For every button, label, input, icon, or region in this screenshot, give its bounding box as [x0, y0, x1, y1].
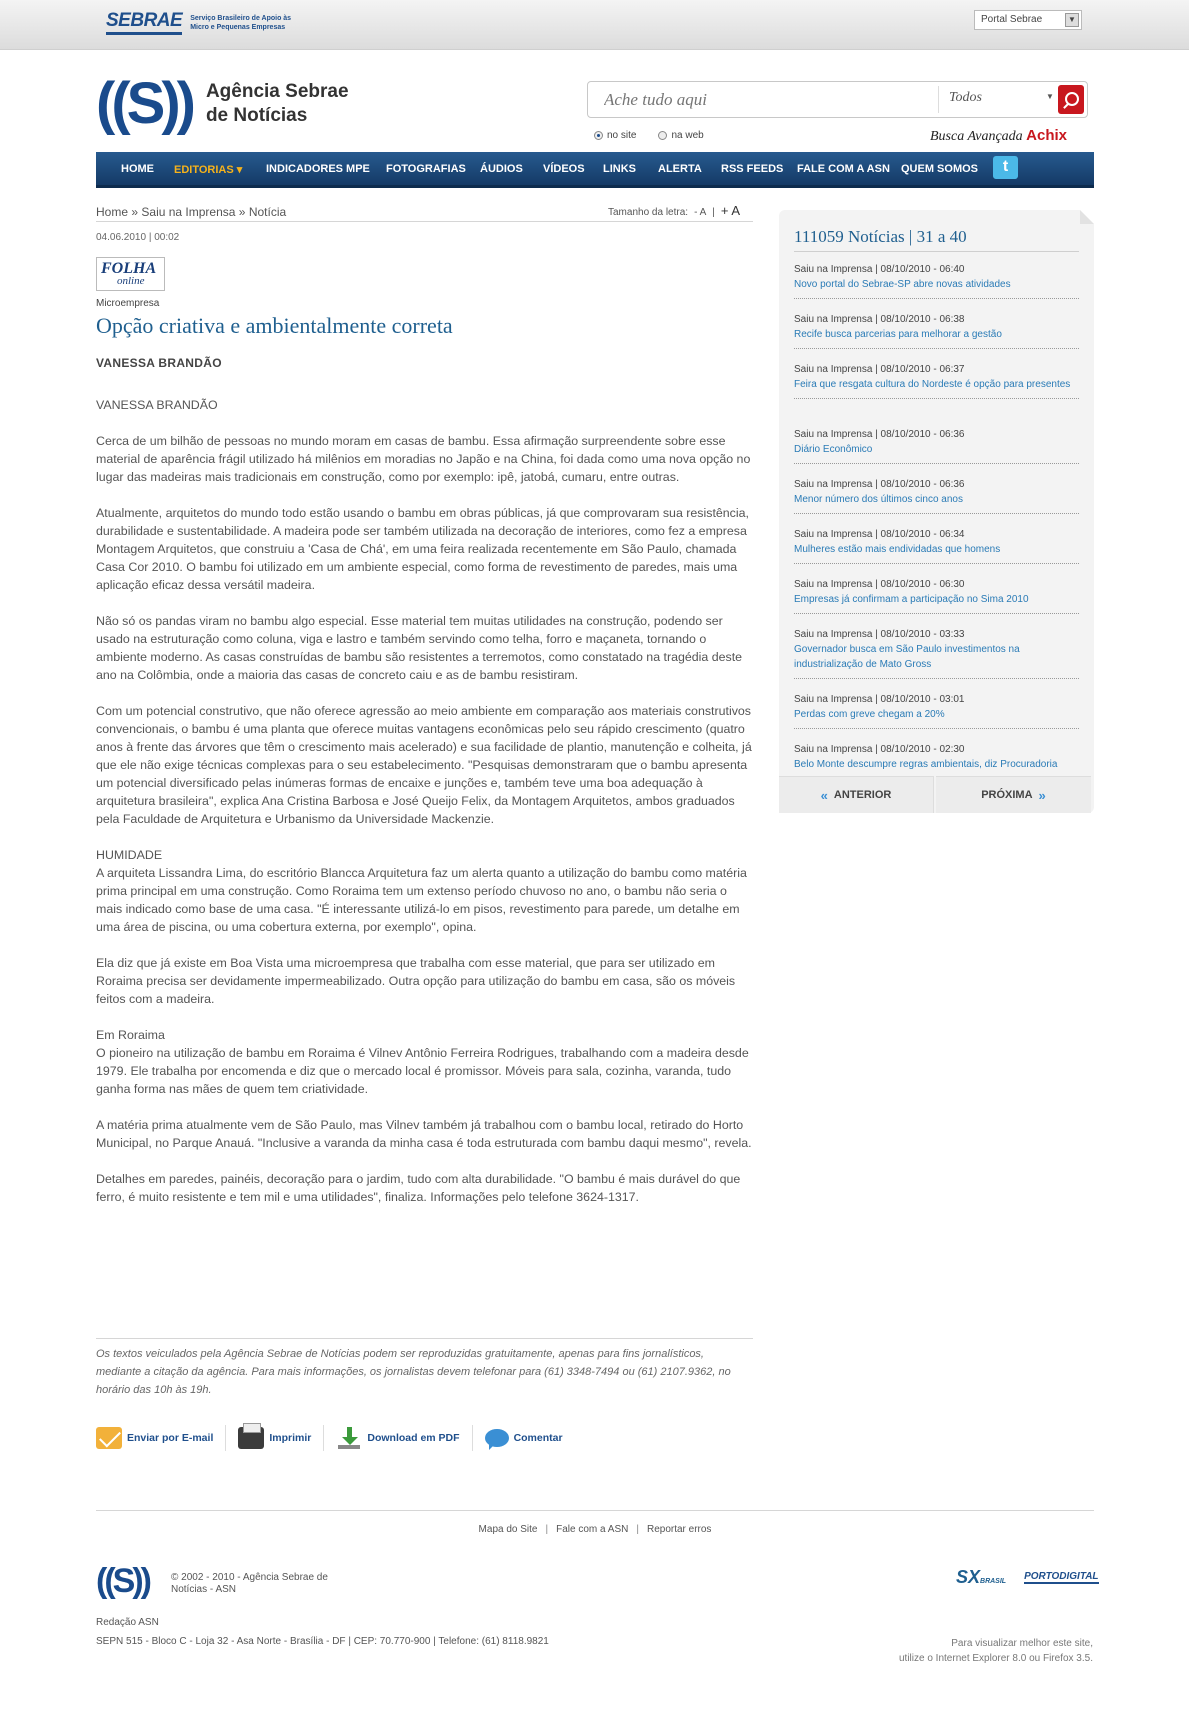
sidebar-news-meta: Saiu na Imprensa | 08/10/2010 - 06:37: [794, 364, 965, 375]
sidebar-news-link[interactable]: Belo Monte descumpre regras ambientais, diz Procuradoria: [794, 759, 1058, 770]
source-logo-line1: FOLHA: [101, 260, 157, 277]
main-nav: [96, 152, 1094, 188]
asn-logo[interactable]: [96, 68, 349, 140]
radio-web-label: na web: [671, 130, 704, 141]
search-radio-group: [594, 130, 704, 141]
sidebar-news-link[interactable]: Diário Econômico: [794, 444, 873, 455]
sebrae-logo[interactable]: [106, 10, 310, 35]
sidebar-news-meta: Saiu na Imprensa | 08/10/2010 - 06:30: [794, 579, 965, 590]
double-chevron-right-icon: »: [1038, 787, 1046, 803]
comment-button-label: Comentar: [513, 1432, 563, 1444]
footer-asn-logo: ((S)): [96, 1562, 149, 1600]
article-actions: [96, 1425, 587, 1451]
print-button-label: Imprimir: [269, 1432, 312, 1444]
article-title: Opção criativa e ambientalmente correta: [96, 313, 453, 338]
sidebar-news-item[interactable]: [794, 527, 1079, 564]
divider: [96, 1510, 1094, 1511]
footer-address: SEPN 515 - Bloco C - Loja 32 - Asa Norte - Brasília - DF | CEP: 70.770-900 | Telefone: (61) 8118.9821: [96, 1636, 549, 1647]
radio-site-label: no site: [607, 130, 637, 141]
sebrae-tagline: Serviço Brasileiro de Apoio às Micro e Pequenas Empresas: [190, 14, 292, 31]
article-paragraph: Com um potencial construtivo, que não oferece agressão ao meio ambiente em comparação aos materiais construtivos convencionais, o bambu é uma planta que oferece muitas vantagens econômicas pelo seu rápido crescimento (quatro anos à frente das árvores que têm o crescimento mais acelerado) e sua facilidade de plantio, manutenção e colheita, já que ele não exige técnicas complexas para o seu estabelecimento. "Pesquisas demonstraram que o bambu apresenta um potencial diversificado pelas inúmeras formas de encaixe e junções e, também teve uma boa adequação à arquitetura brasileira", explica Ana Cristina Barbosa e José Queijo Felix, da Montagem Arquitetos, ambos graduados pela Faculdade de Arquitetura e Urbanismo da Universidade Mackenzie.: [96, 704, 752, 826]
nav-audios[interactable]: ÁUDIOS: [480, 163, 523, 175]
radio-web[interactable]: [658, 130, 703, 141]
sidebar-news-meta: Saiu na Imprensa | 08/10/2010 - 06:38: [794, 314, 965, 325]
breadcrumb-home[interactable]: Home: [96, 205, 129, 219]
portal-select[interactable]: [974, 10, 1082, 30]
speech-bubble-icon: [485, 1429, 509, 1447]
divider: [96, 221, 753, 222]
sidebar-news-item[interactable]: [794, 477, 1079, 514]
breadcrumb: [96, 205, 286, 219]
sx-brasil-logo-sub: BRASIL: [980, 1578, 1007, 1585]
footer-copyright: © 2002 - 2010 - Agência Sebrae de Notícias - ASN: [171, 1572, 328, 1595]
nav-quem-somos[interactable]: QUEM SOMOS: [901, 163, 979, 175]
sidebar-title-sep: |: [908, 227, 913, 246]
nav-alerta[interactable]: ALERTA: [658, 163, 702, 175]
download-pdf-label: Download em PDF: [367, 1432, 460, 1444]
font-size-control: [608, 203, 740, 218]
folha-online-logo: [96, 257, 165, 291]
envelope-icon: [96, 1427, 122, 1449]
asn-logo-mark: ((S)): [96, 71, 192, 136]
nav-links[interactable]: LINKS: [603, 163, 636, 175]
sidebar-news-meta: Saiu na Imprensa | 08/10/2010 - 06:36: [794, 479, 965, 490]
sidebar-news-item[interactable]: [794, 312, 1079, 349]
article-paragraph: Ela diz que já existe em Boa Vista uma microempresa que trabalha com esse material, que para ser utilizado em Roraima precisa ser devidamente impermeabilizado. Outra opção para utilização do bambu em casa, são os móveis feitos com a madeira.: [96, 956, 736, 1006]
divider: [96, 1338, 753, 1339]
nav-fale-com-a-asn[interactable]: FALE COM A ASN: [797, 163, 890, 175]
sidebar-count: 111059 Notícias: [794, 227, 905, 246]
sidebar-news-item[interactable]: [794, 627, 1079, 679]
footer-link-contact[interactable]: Fale com a ASN: [556, 1524, 629, 1535]
footer-browser-note: [833, 1636, 1093, 1666]
advanced-search-label: Busca Avançada: [930, 129, 1023, 144]
article-paragraph: Atualmente, arquitetos do mundo todo estão usando o bambu em obras públicas, já que comprovaram sua resistência, durabilidade e sustentabilidade. A madeira pode ser também utilizada na decoração de interiores, como fez a empresa Montagem Arquitetos, que construiu a 'Casa de Chá', em uma feira realizada recentemente em São Paulo, chamada Casa Cor 2010. O bambu foi utilizado em um ambiente especial, como forma de revestimento de paredes, mais uma aplicação eficaz dessa versátil madeira.: [96, 506, 749, 592]
sx-brasil-logo[interactable]: [956, 1567, 1006, 1588]
search-button[interactable]: [1058, 85, 1084, 114]
radio-site-control[interactable]: [594, 131, 603, 140]
footer-browser-note-line1: Para visualizar melhor este site,: [951, 1638, 1093, 1649]
chevron-down-icon: ▼: [1065, 13, 1079, 27]
article-category: Microempresa: [96, 298, 160, 309]
sidebar-news-link[interactable]: Governador busca em São Paulo investimentos na industrialização de Mato Gross: [794, 644, 1020, 670]
portal-select-value: Portal Sebrae: [981, 14, 1043, 25]
nav-editorias[interactable]: EDITORIAS ▾: [174, 164, 243, 176]
sidebar-news-meta: Saiu na Imprensa | 08/10/2010 - 02:30: [794, 744, 965, 755]
chevron-down-icon: ▼: [1046, 92, 1054, 101]
radio-site[interactable]: [594, 130, 636, 141]
search-divider: [938, 86, 939, 113]
next-page-button[interactable]: [936, 776, 1091, 813]
footer-link-separator: |: [636, 1524, 639, 1535]
sidebar-news-item[interactable]: [794, 362, 1079, 399]
article-date: 04.06.2010 | 00:02: [96, 232, 180, 243]
sidebar-news-link[interactable]: Mulheres estão mais endividadas que homens: [794, 544, 1001, 555]
sidebar-news-meta: Saiu na Imprensa | 08/10/2010 - 03:01: [794, 694, 965, 705]
download-icon: [336, 1427, 362, 1449]
email-button[interactable]: [96, 1425, 226, 1451]
search-input[interactable]: [602, 89, 906, 111]
previous-page-label: ANTERIOR: [833, 789, 892, 801]
article-paragraph: HUMIDADE A arquiteta Lissandra Lima, do escritório Blancca Arquitetura faz um alerta quanto a utilização do bambu como matéria prima principal em uma construção. Como Roraima tem um extenso período chuvoso no ano, o bambu não seria o mais indicado como base de uma casa. "É interessante utilizá-lo em pisos, revestimento para parede, um detalhe em uma área de piscina, ou uma cobertura externa, por exemplo", opina.: [96, 848, 747, 934]
search-scope-select[interactable]: Todos: [949, 90, 982, 105]
footer-redacao-link[interactable]: Redação ASN: [96, 1617, 159, 1628]
article-paragraph: A matéria prima atualmente vem de São Paulo, mas Vilnev também já trabalhou com o bambu local, retirado do Horto Municipal, no Parque Anauá. "Inclusive a varanda da minha casa é toda estruturada com bambu daqui mesmo", revela.: [96, 1118, 752, 1150]
footer-partners: [956, 1567, 1099, 1588]
next-page-label: PRÓXIMA: [981, 789, 1033, 801]
footer-links: [96, 1524, 1094, 1535]
breadcrumb-section[interactable]: Saiu na Imprensa: [141, 205, 236, 219]
nav-fotografias[interactable]: FOTOGRAFIAS: [386, 163, 466, 175]
sebrae-brand: SEBRAE: [106, 10, 182, 35]
sidebar-news-meta: Saiu na Imprensa | 08/10/2010 - 03:33: [794, 629, 965, 640]
sidebar-news-link[interactable]: Recife busca parcerias para melhorar a gestão: [794, 329, 1002, 340]
sidebar-news-meta: Saiu na Imprensa | 08/10/2010 - 06:34: [794, 529, 965, 540]
footer-link-report-errors[interactable]: Reportar erros: [646, 1524, 712, 1535]
article-author: VANESSA BRANDÃO: [96, 356, 222, 370]
twitter-icon[interactable]: t: [993, 156, 1018, 179]
sidebar-news-link[interactable]: Feira que resgata cultura do Nordeste é opção para presentes: [794, 379, 1071, 390]
asn-logo-text-line1: Agência Sebrae: [205, 81, 349, 102]
breadcrumb-separator: »: [131, 205, 139, 219]
divider: [794, 251, 1079, 252]
font-size-increase[interactable]: + A: [720, 203, 741, 218]
nav-home[interactable]: HOME: [121, 163, 154, 175]
radio-web-control[interactable]: [658, 131, 667, 140]
article-paragraph: Detalhes em paredes, painéis, decoração para o jardim, tudo com alta durabilidade. "O bambu é mais durável do que ferro, é muito resistente e tem mil e uma utilidades", finaliza. Informações pelo telefone 3624-1317.: [96, 1172, 741, 1204]
asn-logo-text: [206, 80, 349, 128]
achix-logo: Achix: [1026, 127, 1068, 144]
font-size-divider: |: [712, 207, 715, 218]
article-paragraph: Em Roraima O pioneiro na utilização de bambu em Roraima é Vilnev Antônio Ferreira Rodrigues, trabalhando com a madeira desde 1979. Ele trabalha por encomenda e diz que o mercado local é promissor. Móveis para sala, cozinha, varanda, tudo ganha forma nas mães de quem tem criatividade.: [96, 1028, 749, 1096]
font-size-label: Tamanho da letra:: [608, 207, 689, 218]
sidebar-news-link[interactable]: Menor número dos últimos cinco anos: [794, 494, 963, 505]
sidebar-news-link[interactable]: Perdas com greve chegam a 20%: [794, 709, 945, 720]
sidebar-news-item[interactable]: [794, 427, 1079, 464]
printer-icon: [238, 1427, 264, 1449]
nav-rss-feeds[interactable]: RSS FEEDS: [721, 163, 784, 175]
font-size-decrease[interactable]: - A: [694, 207, 707, 218]
breadcrumb-current: Notícia: [248, 205, 287, 219]
article-disclaimer: Os textos veiculados pela Agência Sebrae de Notícias podem ser reproduzidas gratuitamente, apenas para fins jornalísticos, mediante a citação da agência. Para mais informações, os jornalistas devem telefonar para (61) 3348-7494 ou (61) 2107.9362, no horário das 10h às 19h.: [96, 1348, 731, 1396]
article-paragraph: Não só os pandas viram no bambu algo especial. Esse material tem muitas utilidades na construção, podendo ser usado na estruturação como coluna, viga e lastro e também servindo como telha, forro e maçaneta, tornando o ambiente moderno. As casas construídas de bambu são resistentes a terremotos, como constatado na tragédia deste ano na Colômbia, onde a maioria das casas de concreto caiu e as de bambu resistiram.: [96, 614, 743, 682]
previous-page-button[interactable]: [779, 776, 934, 813]
email-button-label: Enviar por E-mail: [127, 1432, 214, 1444]
news-sidebar: [779, 210, 1094, 813]
sidebar-news-meta: Saiu na Imprensa | 08/10/2010 - 06:36: [794, 429, 965, 440]
advanced-search-link[interactable]: [930, 127, 1067, 145]
sidebar-news-item[interactable]: [794, 692, 1079, 729]
sidebar-news-item[interactable]: [794, 577, 1079, 614]
download-pdf-button[interactable]: [336, 1425, 472, 1451]
sx-brasil-logo-text: SX: [956, 1567, 981, 1587]
sidebar-pagination: [779, 776, 1094, 813]
asn-logo-text-line2: de Notícias: [205, 105, 308, 126]
sidebar-news-item[interactable]: [794, 742, 1079, 778]
sidebar-title: [794, 227, 967, 247]
sidebar-range: 31 a 40: [916, 227, 967, 246]
footer-browser-note-line2: utilize o Internet Explorer 8.0 ou Firefox 3.5.: [899, 1653, 1093, 1664]
article-paragraph: Cerca de um bilhão de pessoas no mundo moram em casas de bambu. Essa afirmação surpreendente sobre esse material de aparência frágil utilizado há milênios em moradias no Japão e na China, foi dada como uma nova opção no lugar das madeiras mais tradicionais em construção, como por exemplo: ipê, jatobá, cumaru, entre outras.: [96, 434, 751, 484]
sidebar-news-item[interactable]: [794, 262, 1079, 299]
double-chevron-left-icon: «: [820, 787, 828, 803]
sidebar-news-meta: Saiu na Imprensa | 08/10/2010 - 06:40: [794, 264, 965, 275]
source-logo-line2: online: [117, 275, 145, 287]
comment-button[interactable]: [485, 1425, 575, 1451]
footer-link-separator: |: [545, 1524, 549, 1535]
nav-indicadores-mpe[interactable]: INDICADORES MPE: [266, 163, 370, 175]
nav-videos[interactable]: VÍDEOS: [543, 163, 585, 175]
search-box: [587, 81, 1088, 118]
footer-link-sitemap[interactable]: Mapa do Site: [478, 1524, 538, 1535]
top-bar: [0, 0, 1189, 50]
breadcrumb-separator: »: [238, 205, 246, 219]
sidebar-news-link[interactable]: Novo portal do Sebrae-SP abre novas atividades: [794, 279, 1011, 290]
print-button[interactable]: [238, 1425, 324, 1451]
article-body: [96, 396, 756, 1224]
portodigital-logo[interactable]: PORTODIGITAL: [1024, 1571, 1099, 1582]
sidebar-news-link[interactable]: Empresas já confirmam a participação no Sima 2010: [794, 594, 1029, 605]
article-paragraph: VANESSA BRANDÃO: [96, 398, 218, 412]
